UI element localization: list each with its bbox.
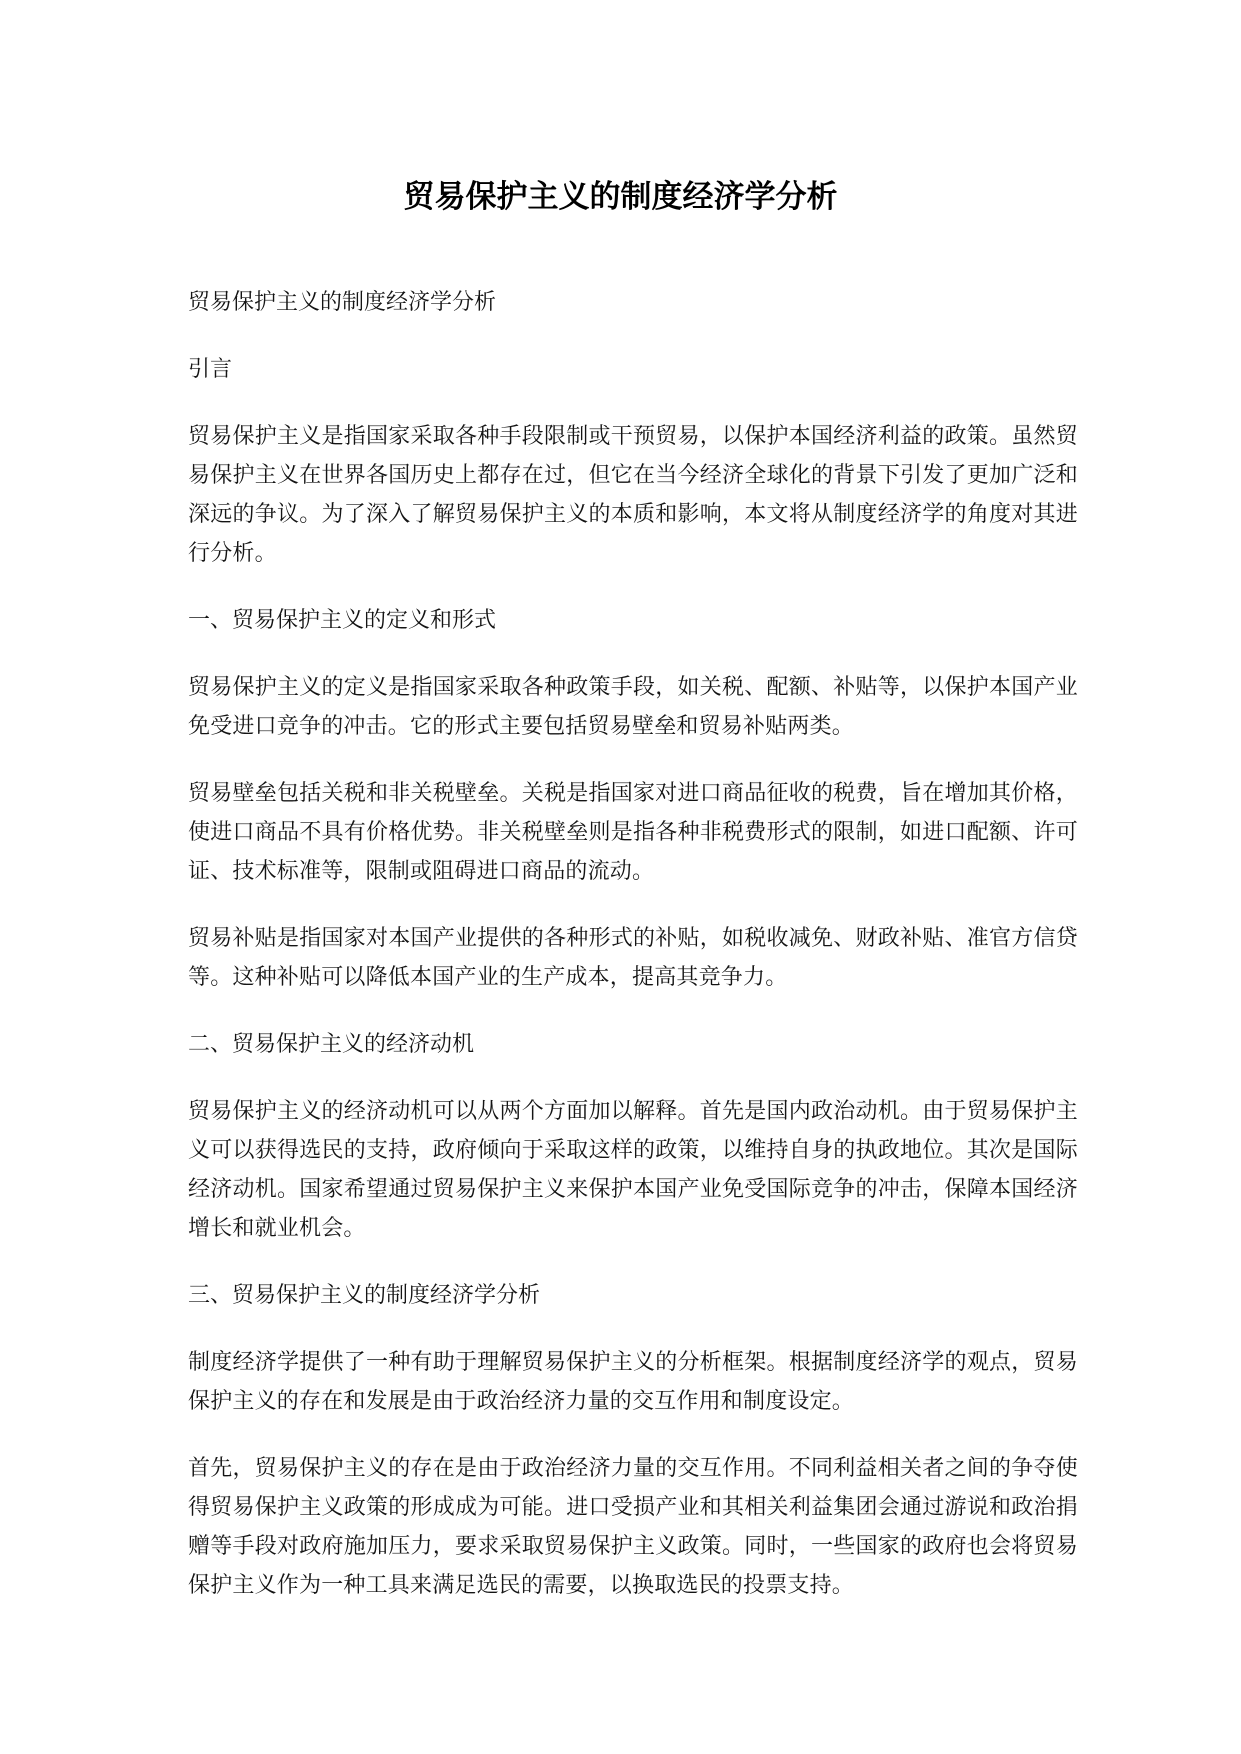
- section-heading-introduction: 引言: [188, 357, 233, 382]
- paragraph-introduction: 贸易保护主义是指国家采取各种手段限制或干预贸易，以保护本国经济利益的政策。虽然贸易保护主义在世界各国历史上都存在过，但它在当今经济全球化的背景下引发了更加广泛和深远的争议。为了深入了解贸易保护主义的本质和影响，本文将从制度经济学的角度对其进行分析。: [188, 424, 1078, 566]
- paragraph-trade-subsidies: 贸易补贴是指国家对本国产业提供的各种形式的补贴，如税收减免、财政补贴、准官方信贷等。这种补贴可以降低本国产业的生产成本，提高其竞争力。: [188, 926, 1078, 990]
- paragraph-definition: 贸易保护主义的定义是指国家采取各种政策手段，如关税、配额、补贴等，以保护本国产业免受进口竞争的冲击。它的形式主要包括贸易壁垒和贸易补贴两类。: [188, 675, 1078, 739]
- subtitle-line: 贸易保护主义的制度经济学分析: [188, 290, 497, 315]
- document-body: [188, 283, 1078, 1633]
- section-heading-1: 一、贸易保护主义的定义和形式: [188, 608, 497, 633]
- section-heading-2: 二、贸易保护主义的经济动机: [188, 1032, 475, 1057]
- paragraph-trade-barriers: 贸易壁垒包括关税和非关税壁垒。关税是指国家对进口商品征收的税费，旨在增加其价格，使进口商品不具有价格优势。非关税壁垒则是指各种非税费形式的限制，如进口配额、许可证、技术标准等，限制或阻碍进口商品的流动。: [188, 781, 1078, 884]
- paragraph-economic-motives: 贸易保护主义的经济动机可以从两个方面加以解释。首先是国内政治动机。由于贸易保护主义可以获得选民的支持，政府倾向于采取这样的政策，以维持自身的执政地位。其次是国际经济动机。国家希望通过贸易保护主义来保护本国产业免受国际竞争的冲击，保障本国经济增长和就业机会。: [188, 1099, 1078, 1241]
- paragraph-institutional-framework: 制度经济学提供了一种有助于理解贸易保护主义的分析框架。根据制度经济学的观点，贸易保护主义的存在和发展是由于政治经济力量的交互作用和制度设定。: [188, 1350, 1078, 1414]
- paragraph-political-forces: 首先，贸易保护主义的存在是由于政治经济力量的交互作用。不同利益相关者之间的争夺使得贸易保护主义政策的形成成为可能。进口受损产业和其相关利益集团会通过游说和政治捐赠等手段对政府施加压力，要求采取贸易保护主义政策。同时，一些国家的政府也会将贸易保护主义作为一种工具来满足选民的需要，以换取选民的投票支持。: [188, 1456, 1078, 1598]
- section-heading-3: 三、贸易保护主义的制度经济学分析: [188, 1283, 541, 1308]
- document-title: 贸易保护主义的制度经济学分析: [403, 179, 838, 215]
